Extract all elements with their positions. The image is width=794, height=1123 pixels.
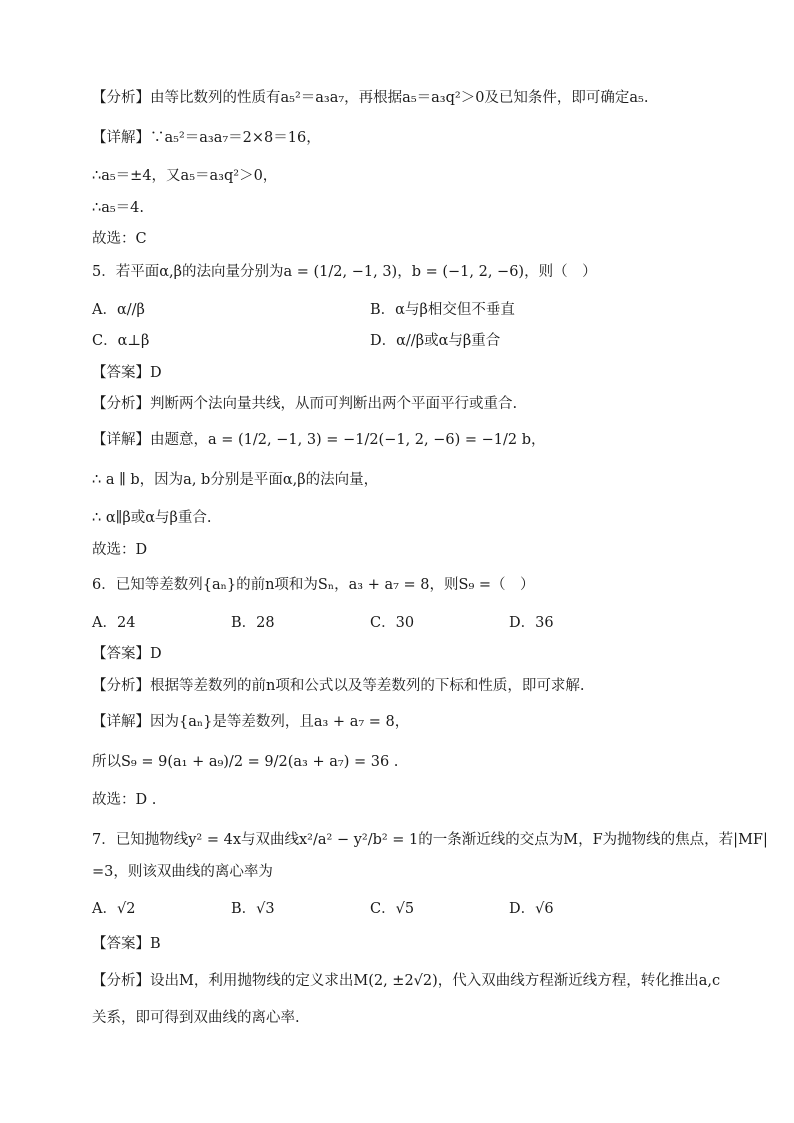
q4-detail-2: ∴a₅＝±4，又a₅＝a₃q²＞0， — [92, 168, 278, 184]
q6-option-b: B．28 — [231, 615, 275, 631]
q7-option-a: A．√2 — [92, 901, 136, 917]
q6-choice: 故选：D . — [92, 792, 157, 808]
q5-option-a: A．α//β — [92, 302, 145, 318]
q5-stem-a: a = (1/2, −1, 3) — [283, 264, 398, 280]
q5-stem-b: b = (−1, 2, −6) — [411, 264, 525, 280]
q7-answer: 【答案】B — [92, 936, 161, 952]
q6-option-d: D．36 — [509, 615, 554, 631]
q5-choice: 故选：D — [92, 542, 148, 558]
q7-analysis-2: 关系，即可得到双曲线的离心率. — [92, 1010, 300, 1026]
q7-stem-1: 7．已知抛物线y² = 4x与双曲线x²/a² − y²/b² = 1的一条渐近线的交点为M，F为抛物线的焦点，若|MF| — [92, 832, 768, 848]
q5-detail-2: ∴ a ∥ b，因为a, b分别是平面α,β的法向量， — [92, 472, 379, 488]
q5-stem-prefix: 5．若平面α,β的法向量分别为 — [92, 264, 284, 280]
q6-option-a: A．24 — [92, 615, 136, 631]
q5-option-c: C．α⊥β — [92, 333, 150, 349]
q6-analysis: 【分析】根据等差数列的前n项和公式以及等差数列的下标和性质，即可求解. — [92, 678, 585, 694]
q4-choice: 故选：C — [92, 231, 147, 247]
q6-detail-2: 所以S₉ = 9(a₁ + a₉)/2 = 9/2(a₃ + a₇) = 36 . — [92, 754, 399, 770]
q5-stem: 5．若平面α,β的法向量分别为a = (1/2, −1, 3)，b = (−1, 2, −6)，则（ ） — [92, 264, 597, 280]
q6-detail-1: 【详解】因为{aₙ}是等差数列，且a₃ + a₇ = 8， — [92, 714, 410, 730]
q5-detail-3: ∴ α∥β或α与β重合. — [92, 510, 212, 526]
q5-detail-1: 【详解】由题意，a = (1/2, −1, 3) = −1/2(−1, 2, −6) = −1/2 b， — [92, 432, 546, 448]
q7-option-c: C．√5 — [370, 901, 415, 917]
q7-analysis-1: 【分析】设出M，利用抛物线的定义求出M(2, ±2√2)，代入双曲线方程渐近线方程，转化推出a,c — [92, 973, 721, 989]
q7-option-b: B．√3 — [231, 901, 275, 917]
q7-stem-2: =3，则该双曲线的离心率为 — [92, 864, 273, 880]
q5-answer: 【答案】D — [92, 365, 162, 381]
q5-option-b: B．α与β相交但不垂直 — [370, 302, 515, 318]
q7-option-d: D．√6 — [509, 901, 554, 917]
q6-stem: 6．已知等差数列{aₙ}的前n项和为Sₙ，a₃ + a₇ = 8，则S₉ =（ ） — [92, 577, 535, 593]
q6-answer: 【答案】D — [92, 646, 162, 662]
q4-analysis: 【分析】由等比数列的性质有a₅²＝a₃a₇，再根据a₅＝a₃q²＞0及已知条件，即可确定a₅. — [92, 90, 649, 106]
q5-stem-suffix: ，则（ ） — [524, 264, 597, 280]
q5-analysis: 【分析】判断两个法向量共线，从而可判断出两个平面平行或重合. — [92, 396, 518, 412]
q6-option-c: C．30 — [370, 615, 415, 631]
q4-detail-3: ∴a₅＝4. — [92, 200, 145, 216]
q5-option-d: D．α//β或α与β重合 — [370, 333, 501, 349]
q4-detail-1: 【详解】∵a₅²＝a₃a₇＝2×8＝16， — [92, 130, 321, 146]
